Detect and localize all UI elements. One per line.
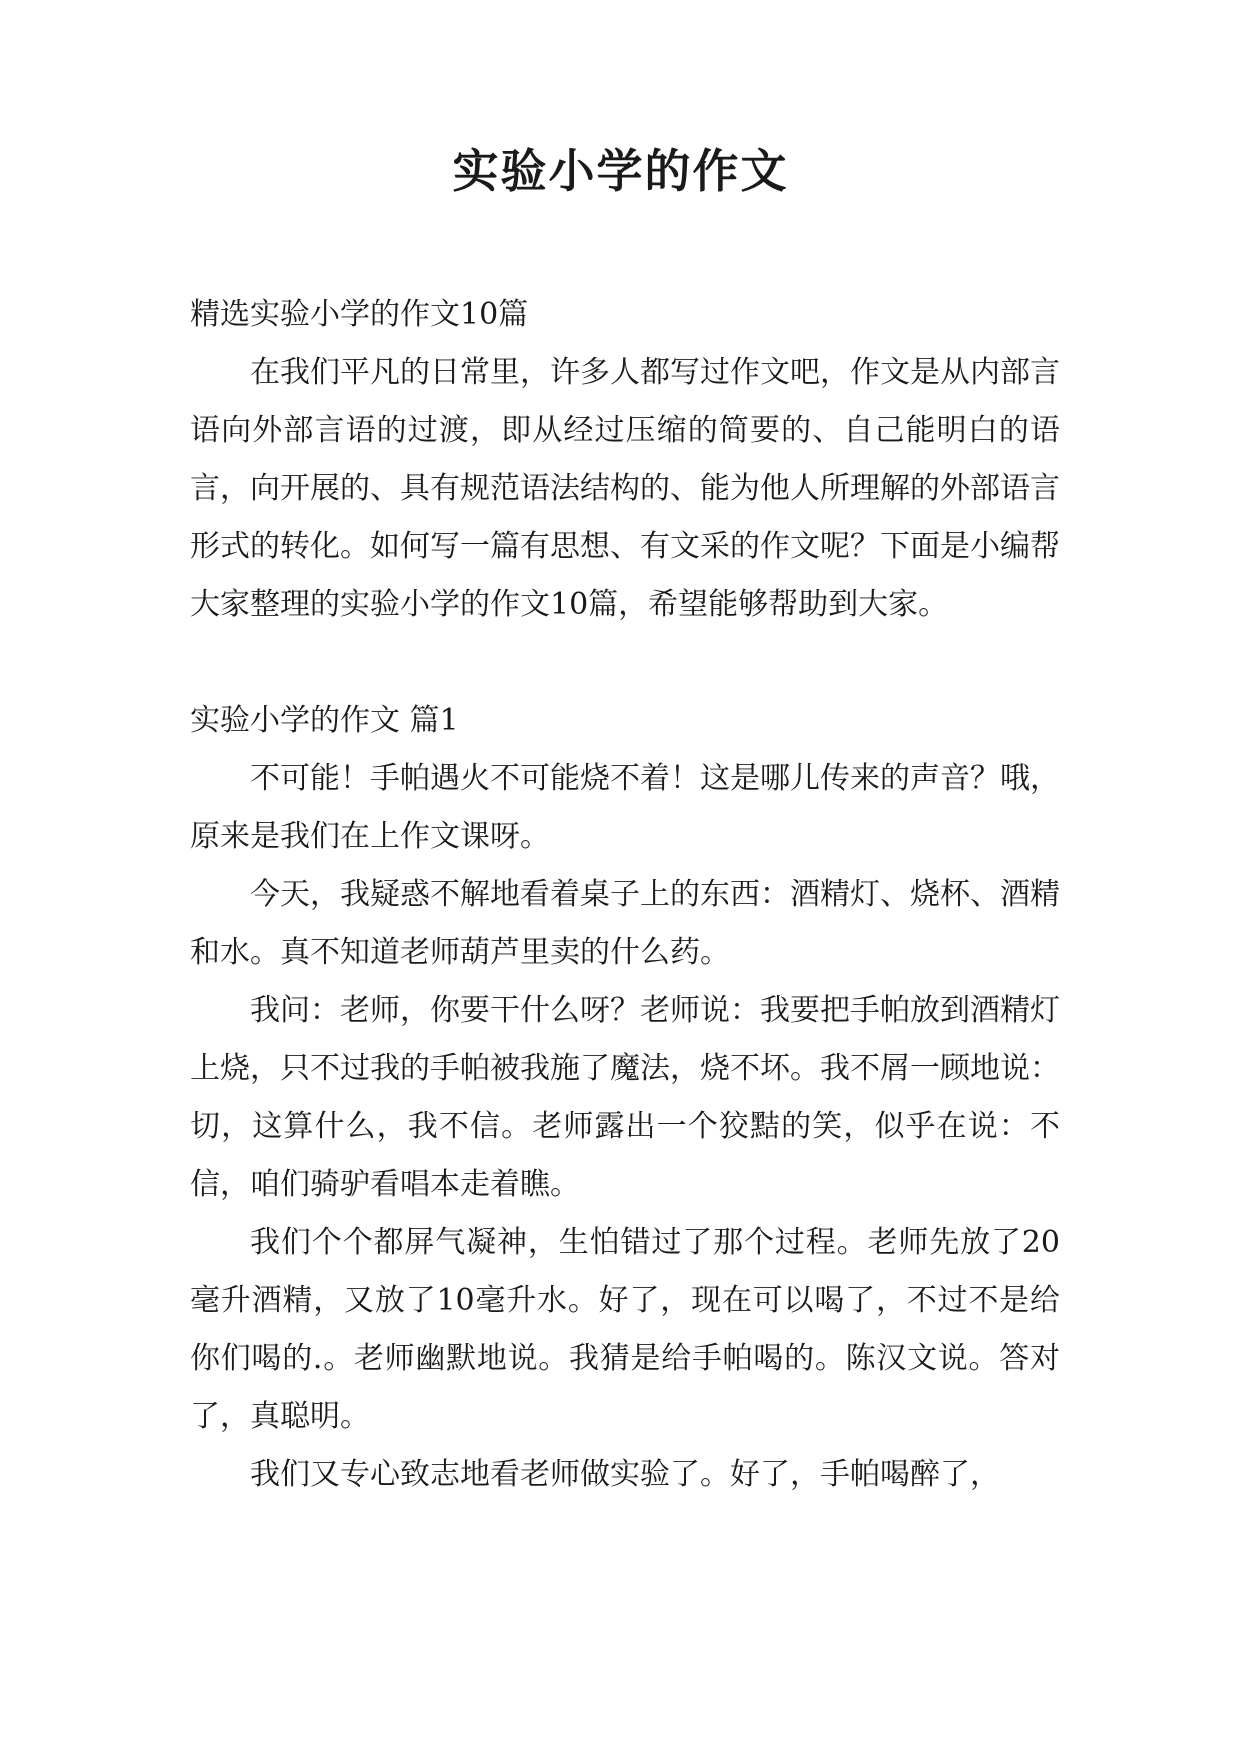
section-heading: 实验小学的作文 篇1 bbox=[190, 703, 459, 738]
body-paragraph: 今天，我疑惑不解地看着桌子上的东西：酒精灯、烧杯、酒精和水。真不知道老师葫芦里卖的什么药。 bbox=[190, 877, 1060, 970]
intro-paragraph: 在我们平凡的日常里，许多人都写过作文吧，作文是从内部言语向外部言语的过渡，即从经过压缩的简要的、自己能明白的语言，向开展的、具有规范语法结构的、能为他人所理解的外部语言形式的转化。如何写一篇有思想、有文采的作文呢？下面是小编帮大家整理的实验小学的作文10篇，希望能够帮助到大家。 bbox=[190, 355, 1060, 622]
body-paragraph: 我们个个都屏气凝神，生怕错过了那个过程。老师先放了20毫升酒精，又放了10毫升水。好了，现在可以喝了，不过不是给你们喝的.。老师幽默地说。我猜是给手帕喝的。陈汉文说。答对了，真聪明。 bbox=[190, 1225, 1060, 1434]
document-body bbox=[190, 286, 1060, 1504]
body-paragraph: 不可能！手帕遇火不可能烧不着！这是哪儿传来的声音？哦，原来是我们在上作文课呀。 bbox=[190, 761, 1060, 854]
document-subtitle: 精选实验小学的作文10篇 bbox=[190, 297, 529, 332]
document-title: 实验小学的作文 bbox=[452, 144, 789, 198]
body-paragraph: 我们又专心致志地看老师做实验了。好了，手帕喝醉了， bbox=[250, 1457, 1000, 1492]
body-paragraph: 我问：老师，你要干什么呀？老师说：我要把手帕放到酒精灯上烧，只不过我的手帕被我施了魔法，烧不坏。我不屑一顾地说：切，这算什么，我不信。老师露出一个狡黠的笑，似乎在说：不信，咱们骑驴看唱本走着瞧。 bbox=[190, 993, 1060, 1202]
section-spacer bbox=[190, 634, 1060, 692]
